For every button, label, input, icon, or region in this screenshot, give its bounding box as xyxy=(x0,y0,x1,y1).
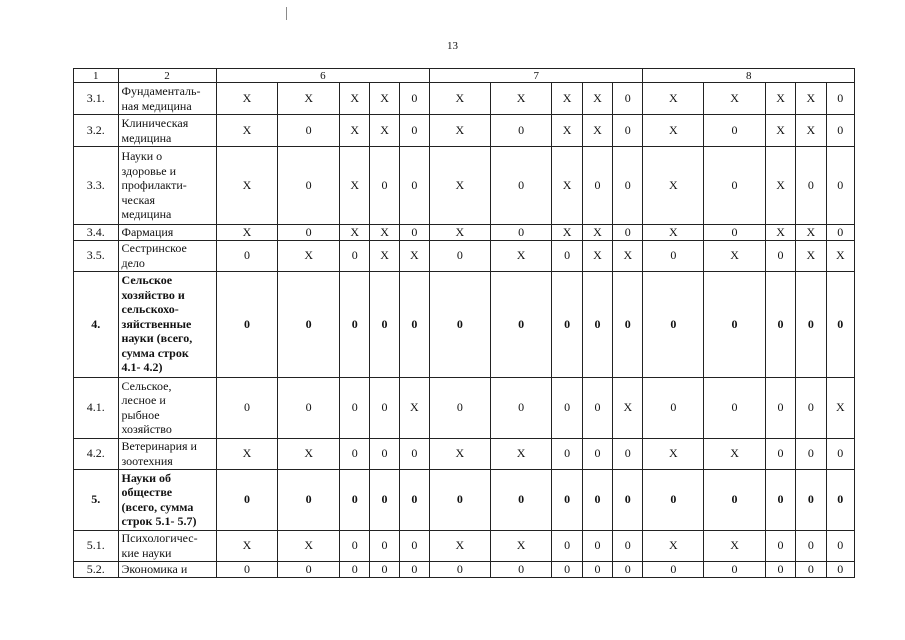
value-cell: 0 xyxy=(216,469,278,530)
value-cell: X xyxy=(765,147,795,225)
row-name-line: 4.1- 4.2) xyxy=(121,360,163,375)
value-cell: X xyxy=(643,83,704,115)
row-name-line: Психологичес- xyxy=(121,531,198,545)
value-cell: 0 xyxy=(613,561,643,577)
value-cell: 0 xyxy=(340,271,370,377)
value-cell: 0 xyxy=(643,469,704,530)
row-code: 3.3. xyxy=(74,147,119,225)
value-cell: 0 xyxy=(340,561,370,577)
value-cell: 0 xyxy=(370,438,399,469)
row-name-line: здоровье и xyxy=(121,163,177,178)
value-cell: X xyxy=(399,240,429,271)
value-cell: 0 xyxy=(370,147,399,225)
value-cell: 0 xyxy=(430,377,491,438)
value-cell: 0 xyxy=(613,530,643,561)
value-cell: X xyxy=(765,115,795,147)
value-cell: 0 xyxy=(399,561,429,577)
table-row xyxy=(74,377,855,438)
row-name-line: Сельское, xyxy=(121,378,172,393)
value-cell: X xyxy=(370,225,399,241)
value-cell: X xyxy=(796,240,826,271)
row-name-line: кие науки xyxy=(121,545,172,560)
value-cell: 0 xyxy=(582,271,612,377)
value-cell: X xyxy=(765,225,795,241)
row-code: 3.1. xyxy=(74,83,119,115)
row-name xyxy=(118,83,216,115)
row-name-line: хозяйство и xyxy=(121,287,185,302)
table-row xyxy=(74,115,855,147)
table-row xyxy=(74,271,855,377)
value-cell: 0 xyxy=(216,240,278,271)
value-cell: X xyxy=(370,240,399,271)
value-cell: 0 xyxy=(582,530,612,561)
row-code: 3.2. xyxy=(74,115,119,147)
value-cell: X xyxy=(704,438,766,469)
row-name-line: Фундаменталь- xyxy=(121,84,201,98)
value-cell: X xyxy=(490,530,552,561)
value-cell: 0 xyxy=(765,240,795,271)
row-name-line: ная медицина xyxy=(121,98,192,113)
value-cell: 0 xyxy=(278,271,340,377)
value-cell: X xyxy=(582,225,612,241)
value-cell: 0 xyxy=(340,469,370,530)
value-cell: 0 xyxy=(340,438,370,469)
row-name-line: Ветеринария и xyxy=(121,439,197,453)
header-col-6: 6 xyxy=(216,69,429,83)
row-name xyxy=(118,377,216,438)
value-cell: X xyxy=(430,83,491,115)
value-cell: 0 xyxy=(796,561,826,577)
value-cell: 0 xyxy=(796,469,826,530)
value-cell: 0 xyxy=(340,240,370,271)
value-cell: X xyxy=(643,115,704,147)
value-cell: 0 xyxy=(278,115,340,147)
value-cell: 0 xyxy=(399,438,429,469)
value-cell: 0 xyxy=(582,147,612,225)
value-cell: X xyxy=(370,115,399,147)
statistics-table xyxy=(73,68,855,578)
value-cell: X xyxy=(490,240,552,271)
value-cell: 0 xyxy=(430,469,491,530)
value-cell: 0 xyxy=(399,530,429,561)
value-cell: 0 xyxy=(613,271,643,377)
value-cell: X xyxy=(552,115,582,147)
value-cell: X xyxy=(613,377,643,438)
page-number: 13 xyxy=(447,40,458,52)
table-row xyxy=(74,225,855,241)
row-code: 5. xyxy=(74,469,119,530)
row-name-line: медицина xyxy=(121,207,172,222)
value-cell: 0 xyxy=(370,530,399,561)
value-cell: 0 xyxy=(613,147,643,225)
value-cell: 0 xyxy=(430,240,491,271)
value-cell: 0 xyxy=(399,83,429,115)
value-cell: X xyxy=(796,115,826,147)
row-name-line: сумма строк xyxy=(121,345,189,360)
value-cell: 0 xyxy=(490,147,552,225)
value-cell: X xyxy=(765,83,795,115)
value-cell: X xyxy=(399,377,429,438)
header-col-8: 8 xyxy=(643,69,855,83)
value-cell: 0 xyxy=(704,561,766,577)
row-name xyxy=(118,561,216,577)
value-cell: X xyxy=(370,83,399,115)
value-cell: 0 xyxy=(278,561,340,577)
row-name xyxy=(118,469,216,530)
row-name-line: рыбное xyxy=(121,407,160,422)
value-cell: 0 xyxy=(765,377,795,438)
value-cell: X xyxy=(826,240,854,271)
value-cell: X xyxy=(613,240,643,271)
value-cell: X xyxy=(643,225,704,241)
value-cell: 0 xyxy=(552,561,582,577)
row-name-line: Фармация xyxy=(121,225,174,239)
value-cell: 0 xyxy=(704,147,766,225)
value-cell: 0 xyxy=(796,271,826,377)
value-cell: 0 xyxy=(340,530,370,561)
row-code: 5.1. xyxy=(74,530,119,561)
value-cell: X xyxy=(278,438,340,469)
row-code: 4.1. xyxy=(74,377,119,438)
table-row xyxy=(74,438,855,469)
value-cell: 0 xyxy=(216,561,278,577)
value-cell: 0 xyxy=(765,530,795,561)
value-cell: 0 xyxy=(826,271,854,377)
value-cell: 0 xyxy=(613,225,643,241)
value-cell: 0 xyxy=(490,115,552,147)
value-cell: 0 xyxy=(613,469,643,530)
header-row xyxy=(74,69,855,83)
value-cell: 0 xyxy=(582,561,612,577)
row-name-line: хозяйство xyxy=(121,422,172,436)
value-cell: 0 xyxy=(490,561,552,577)
value-cell: X xyxy=(826,377,854,438)
row-code: 4.2. xyxy=(74,438,119,469)
table-row xyxy=(74,469,855,530)
value-cell: X xyxy=(216,225,278,241)
value-cell: 0 xyxy=(216,377,278,438)
value-cell: X xyxy=(582,115,612,147)
value-cell: X xyxy=(430,225,491,241)
value-cell: X xyxy=(278,530,340,561)
value-cell: X xyxy=(430,115,491,147)
value-cell: 0 xyxy=(370,271,399,377)
row-name xyxy=(118,115,216,147)
value-cell: 0 xyxy=(643,561,704,577)
row-code: 3.4. xyxy=(74,225,119,241)
value-cell: 0 xyxy=(552,438,582,469)
row-name-line: строк 5.1- 5.7) xyxy=(121,514,197,528)
value-cell: X xyxy=(704,83,766,115)
header-col-2: 2 xyxy=(118,69,216,83)
value-cell: X xyxy=(340,83,370,115)
value-cell: 0 xyxy=(613,438,643,469)
value-cell: 0 xyxy=(278,469,340,530)
value-cell: 0 xyxy=(370,377,399,438)
value-cell: X xyxy=(216,83,278,115)
table-row xyxy=(74,147,855,225)
value-cell: 0 xyxy=(552,377,582,438)
row-name xyxy=(118,225,216,241)
header-col-7: 7 xyxy=(430,69,643,83)
row-name-line: ческая xyxy=(121,192,155,207)
row-name xyxy=(118,530,216,561)
value-cell: 0 xyxy=(704,225,766,241)
value-cell: 0 xyxy=(552,469,582,530)
value-cell: 0 xyxy=(399,147,429,225)
value-cell: X xyxy=(796,225,826,241)
value-cell: 0 xyxy=(340,377,370,438)
value-cell: 0 xyxy=(704,115,766,147)
row-name-line: Сельское xyxy=(121,273,173,288)
value-cell: 0 xyxy=(765,469,795,530)
row-code: 5.2. xyxy=(74,561,119,577)
header-col-1: 1 xyxy=(74,69,119,83)
value-cell: 0 xyxy=(826,530,854,561)
value-cell: 0 xyxy=(826,469,854,530)
value-cell: 0 xyxy=(765,271,795,377)
value-cell: X xyxy=(430,530,491,561)
value-cell: 0 xyxy=(399,271,429,377)
value-cell: 0 xyxy=(613,115,643,147)
value-cell: X xyxy=(643,438,704,469)
value-cell: 0 xyxy=(796,530,826,561)
value-cell: 0 xyxy=(216,271,278,377)
value-cell: 0 xyxy=(370,561,399,577)
value-cell: 0 xyxy=(490,377,552,438)
value-cell: X xyxy=(490,83,552,115)
row-name-line: медицина xyxy=(121,130,172,145)
row-name xyxy=(118,147,216,225)
row-name-line: профилакти- xyxy=(121,178,187,193)
value-cell: X xyxy=(340,115,370,147)
value-cell: X xyxy=(643,147,704,225)
value-cell: X xyxy=(704,530,766,561)
row-name-line: зяйственные xyxy=(121,316,192,331)
value-cell: 0 xyxy=(826,561,854,577)
row-name xyxy=(118,240,216,271)
value-cell: X xyxy=(552,225,582,241)
row-name-line: науки (всего, xyxy=(121,331,193,346)
value-cell: 0 xyxy=(399,115,429,147)
row-name-line: зоотехния xyxy=(121,453,173,468)
value-cell: X xyxy=(582,240,612,271)
table-row xyxy=(74,83,855,115)
value-cell: 0 xyxy=(826,115,854,147)
value-cell: X xyxy=(430,438,491,469)
value-cell: 0 xyxy=(826,438,854,469)
value-cell: 0 xyxy=(552,271,582,377)
row-name-line: обществе xyxy=(121,485,173,499)
value-cell: 0 xyxy=(278,225,340,241)
value-cell: 0 xyxy=(278,147,340,225)
value-cell: 0 xyxy=(399,469,429,530)
value-cell: 0 xyxy=(430,271,491,377)
value-cell: X xyxy=(216,147,278,225)
value-cell: X xyxy=(216,530,278,561)
value-cell: 0 xyxy=(370,469,399,530)
value-cell: 0 xyxy=(490,469,552,530)
value-cell: 0 xyxy=(613,83,643,115)
row-name xyxy=(118,438,216,469)
value-cell: 0 xyxy=(582,438,612,469)
value-cell: X xyxy=(796,83,826,115)
value-cell: X xyxy=(278,240,340,271)
value-cell: 0 xyxy=(826,147,854,225)
value-cell: 0 xyxy=(643,377,704,438)
value-cell: 0 xyxy=(582,377,612,438)
row-name xyxy=(118,271,216,377)
row-name-line: Науки об xyxy=(121,470,172,485)
value-cell: 0 xyxy=(430,561,491,577)
value-cell: X xyxy=(704,240,766,271)
value-cell: 0 xyxy=(826,83,854,115)
row-name-line: лесное и xyxy=(121,393,166,407)
value-cell: X xyxy=(340,147,370,225)
value-cell: X xyxy=(643,530,704,561)
scan-artifact-line xyxy=(286,7,287,20)
value-cell: 0 xyxy=(765,561,795,577)
value-cell: 0 xyxy=(704,271,766,377)
value-cell: 0 xyxy=(490,225,552,241)
value-cell: 0 xyxy=(552,530,582,561)
value-cell: 0 xyxy=(278,377,340,438)
table-row xyxy=(74,561,855,577)
value-cell: 0 xyxy=(704,469,766,530)
table-row xyxy=(74,240,855,271)
row-name-line: (всего, сумма xyxy=(121,499,194,514)
value-cell: 0 xyxy=(490,271,552,377)
value-cell: X xyxy=(430,147,491,225)
table-row xyxy=(74,530,855,561)
value-cell: X xyxy=(216,438,278,469)
value-cell: X xyxy=(340,225,370,241)
value-cell: X xyxy=(552,83,582,115)
row-name-line: Экономика и xyxy=(121,561,188,576)
value-cell: 0 xyxy=(796,377,826,438)
value-cell: 0 xyxy=(552,240,582,271)
row-code: 3.5. xyxy=(74,240,119,271)
value-cell: X xyxy=(278,83,340,115)
table-body xyxy=(74,83,855,578)
row-name-line: дело xyxy=(121,255,145,270)
row-name-line: Сестринское xyxy=(121,241,187,255)
row-name-line: Науки о xyxy=(121,149,163,164)
row-name-line: Клиническая xyxy=(121,116,189,130)
value-cell: X xyxy=(216,115,278,147)
value-cell: 0 xyxy=(704,377,766,438)
value-cell: X xyxy=(552,147,582,225)
value-cell: 0 xyxy=(796,147,826,225)
value-cell: 0 xyxy=(765,438,795,469)
value-cell: 0 xyxy=(826,225,854,241)
value-cell: X xyxy=(582,83,612,115)
row-name-line: сельскохо- xyxy=(121,302,179,317)
value-cell: 0 xyxy=(582,469,612,530)
value-cell: X xyxy=(490,438,552,469)
value-cell: 0 xyxy=(643,240,704,271)
value-cell: 0 xyxy=(399,225,429,241)
row-code: 4. xyxy=(74,271,119,377)
value-cell: 0 xyxy=(796,438,826,469)
value-cell: 0 xyxy=(643,271,704,377)
